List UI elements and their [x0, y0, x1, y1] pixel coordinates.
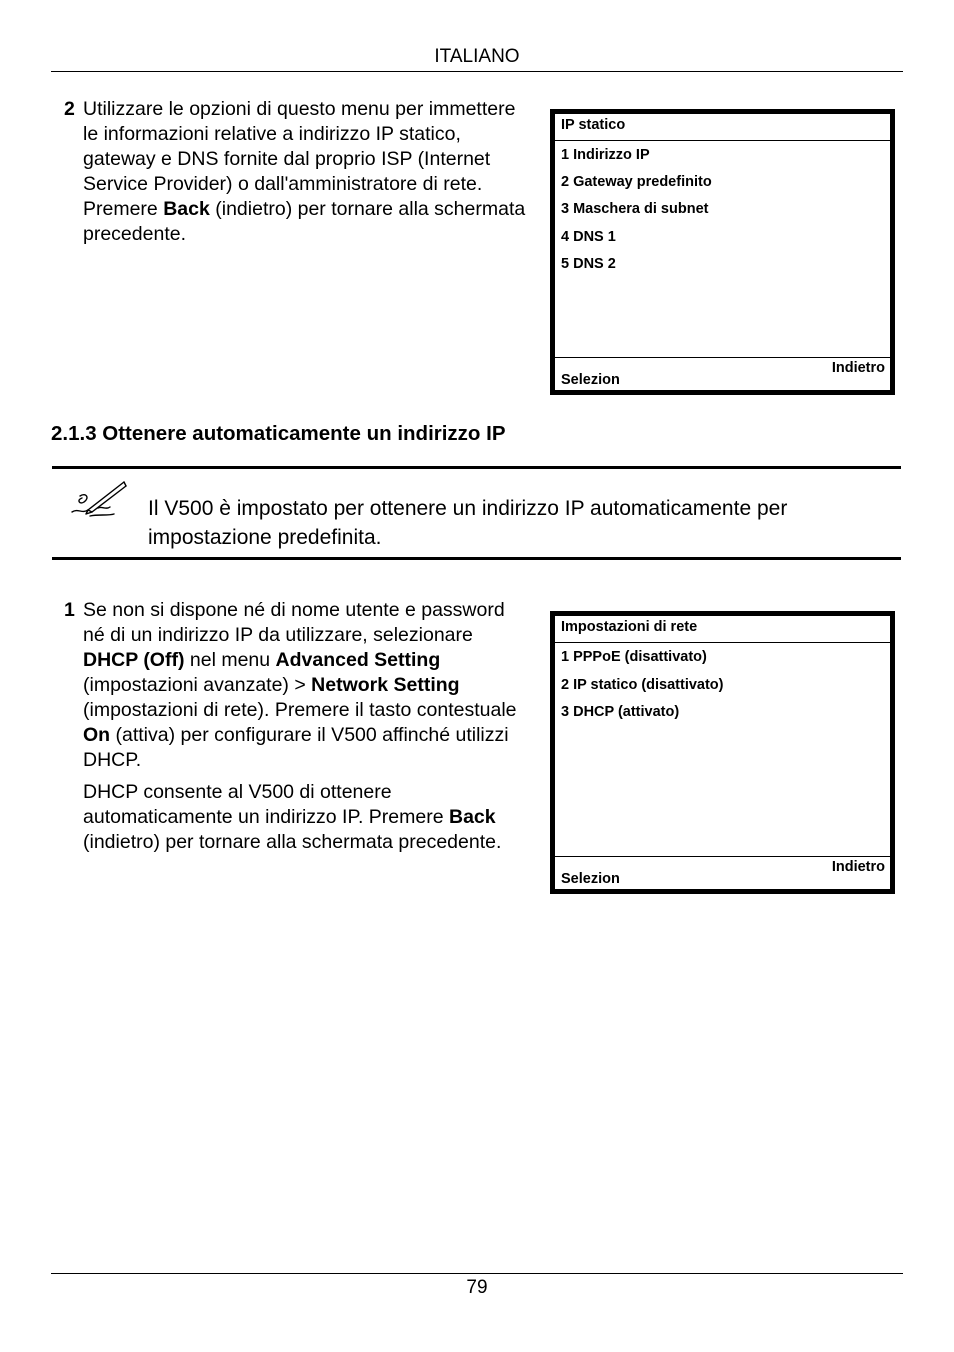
- menu-item: 1 PPPoE (disattivato): [561, 649, 707, 665]
- menu-item: 3 Maschera di subnet: [561, 201, 709, 217]
- softkey-back: Indietro: [831, 360, 885, 376]
- section-heading: 2.1.3 Ottenere automaticamente un indirizzo IP: [51, 422, 506, 445]
- step-text: Utilizzare le opzioni di questo menu per immettere le informazioni relative a indirizzo IP statico, gateway e DNS fornite dal proprio ISP (Internet Service Provider) o dall'amministratore di rete. Premere Back (indietro) per tornare alla schermata precedente.: [83, 98, 526, 245]
- page-number: 79: [466, 1277, 488, 1298]
- note-bottom-rule: [52, 557, 901, 560]
- step-number: 2: [64, 98, 75, 120]
- softkey-select: Selezion: [561, 372, 620, 388]
- screen-softkey-bar: [555, 357, 890, 390]
- menu-item: 3 DHCP (attivato): [561, 704, 680, 720]
- screen-title: Impostazioni di rete: [555, 616, 890, 643]
- softkey-back: Indietro: [831, 859, 885, 875]
- menu-item: 2 Gateway predefinito: [561, 174, 712, 190]
- footer-divider: [51, 1273, 903, 1274]
- softkey-select: Selezion: [561, 871, 620, 887]
- menu-item: 4 DNS 1: [561, 229, 616, 245]
- header-divider: [51, 71, 903, 72]
- phone-screen-network-settings: [550, 611, 895, 894]
- pencil-note-icon: [68, 478, 130, 520]
- screen-softkey-bar: [555, 856, 890, 889]
- menu-item: 2 IP statico (disattivato): [561, 677, 724, 693]
- menu-item: 5 DNS 2: [561, 256, 616, 272]
- phone-screen-static-ip: [550, 109, 895, 395]
- step-number: 1: [64, 599, 75, 621]
- screen-title: IP statico: [555, 114, 890, 141]
- step-text: Se non si dispone né di nome utente e password né di un indirizzo IP da utilizzare, selezionare DHCP (Off) nel menu Advanced Setting (impostazioni avanzate) > Network Setting (impostazioni di rete). Premere il tasto contestuale On (attiva) per configurare il V500 affinché utilizzi DHCP.: [83, 599, 517, 771]
- note-top-rule: [52, 466, 901, 469]
- page-header-language: ITALIANO: [434, 46, 520, 67]
- note-text: Il V500 è impostato per ottenere un indirizzo IP automaticamente per impostazione predefinita.: [148, 497, 788, 549]
- menu-item: 1 Indirizzo IP: [561, 147, 650, 163]
- step-text-continued: DHCP consente al V500 di ottenere automaticamente un indirizzo IP. Premere Back (indietro) per tornare alla schermata precedente.: [83, 781, 502, 853]
